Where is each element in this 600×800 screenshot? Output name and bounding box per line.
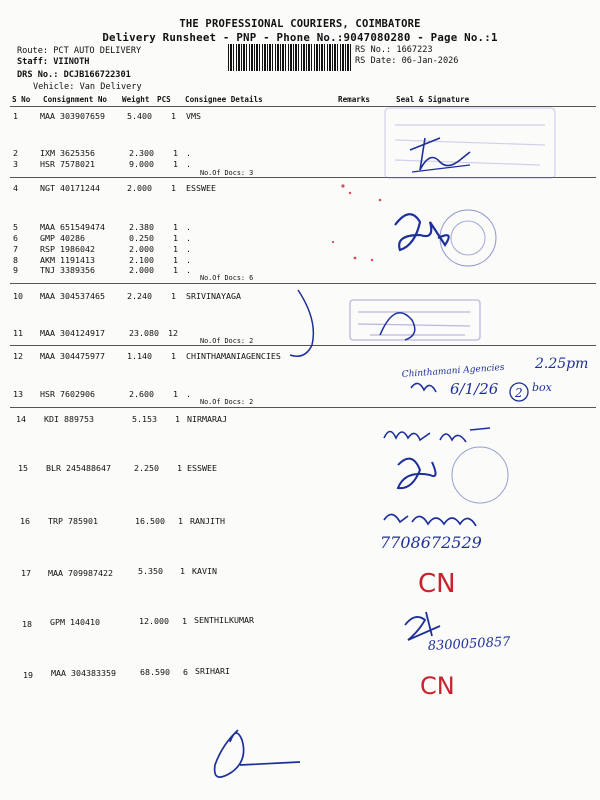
col-weight: Weight xyxy=(122,95,150,104)
row-consignment: BLR 245488647 xyxy=(46,463,111,473)
tamil-name-1 xyxy=(411,383,436,392)
signature-5 xyxy=(405,612,440,640)
staff-label: Staff: VIINOTH xyxy=(17,57,90,67)
row-weight: 1.140 xyxy=(127,351,152,361)
row-consignee: ESSWEE xyxy=(186,183,216,193)
row-pcs: 1 xyxy=(171,183,176,193)
row-pcs: 1 xyxy=(173,233,178,243)
row-consignee: . xyxy=(186,148,191,158)
row-consignee: . xyxy=(186,244,191,254)
row-consignment: MAA 303907659 xyxy=(40,111,105,121)
row-consignment: MAA 304383359 xyxy=(51,668,116,678)
phone-18: 8300050857 xyxy=(427,634,511,654)
row-consignment: TRP 785901 xyxy=(48,516,98,526)
row-sno: 4 xyxy=(13,183,18,193)
cn-mark-17: CN xyxy=(418,569,456,599)
cn-mark-19: CN xyxy=(420,672,455,700)
row-sno: 17 xyxy=(21,568,31,578)
row-consignment: NGT 40171244 xyxy=(40,183,100,193)
row-consignee: . xyxy=(186,222,191,232)
col-seal-signature: Seal & Signature xyxy=(396,95,470,104)
row-sno: 15 xyxy=(18,463,28,473)
row-weight: 0.250 xyxy=(129,233,154,243)
drs-number: DRS No.: DCJB166722301 xyxy=(17,70,131,80)
row-weight: 9.000 xyxy=(129,159,154,169)
row-consignee: KAVIN xyxy=(192,566,217,576)
col-consignment: Consignment No xyxy=(43,95,108,104)
row-consignee: . xyxy=(186,265,191,275)
row-weight: 2.250 xyxy=(134,463,159,473)
row-consignee: . xyxy=(186,255,191,265)
row-consignee: SRIHARI xyxy=(195,666,230,676)
row-consignment: GPM 140410 xyxy=(50,617,100,627)
row-weight: 2.380 xyxy=(129,222,154,232)
row-pcs: 12 xyxy=(168,328,178,338)
row-sno: 9 xyxy=(13,265,18,275)
row-pcs: 1 xyxy=(173,255,178,265)
docs-count: No.Of Docs: 2 xyxy=(200,398,254,406)
box-note: box xyxy=(532,381,552,394)
row-consignment: MAA 709987422 xyxy=(48,568,113,578)
row-sno: 14 xyxy=(16,414,26,424)
row-sno: 12 xyxy=(13,351,23,361)
rs-number: RS No.: 1667223 xyxy=(355,45,433,55)
box-count: 2 xyxy=(515,386,523,400)
row-consignee: VMS xyxy=(186,111,201,121)
row-consignee: . xyxy=(186,159,191,169)
rubber-stamp-1 xyxy=(385,108,555,178)
rs-date: RS Date: 06-Jan-2026 xyxy=(355,56,459,66)
row-consignee: CHINTHAMANIAGENCIES xyxy=(186,351,281,361)
row-pcs: 1 xyxy=(177,463,182,473)
row-consignee: RANJITH xyxy=(190,516,225,526)
row-sno: 7 xyxy=(13,244,18,254)
row-pcs: 1 xyxy=(173,159,178,169)
docs-count: No.Of Docs: 2 xyxy=(200,337,254,345)
row-weight: 2.300 xyxy=(129,148,154,158)
row-consignment: MAA 304124917 xyxy=(40,328,105,338)
row-consignment: RSP 1986042 xyxy=(40,244,95,254)
row-pcs: 1 xyxy=(180,566,185,576)
row-consignee: NIRMARAJ xyxy=(187,414,227,424)
docs-count: No.Of Docs: 6 xyxy=(200,274,254,282)
red-ink-specks xyxy=(332,184,381,261)
phone-16: 7708672529 xyxy=(380,533,482,552)
row-consignment: MAA 304537465 xyxy=(40,291,105,301)
row-weight: 23.080 xyxy=(129,328,159,338)
row-pcs: 1 xyxy=(173,244,178,254)
runsheet-title: Delivery Runsheet - PNP - Phone No.:9047080280 - Page No.:1 xyxy=(102,31,498,44)
row-weight: 2.100 xyxy=(129,255,154,265)
row-pcs: 1 xyxy=(171,111,176,121)
col-sno: S No xyxy=(12,95,31,104)
vehicle-label: Vehicle: Van Delivery xyxy=(33,82,142,92)
row-sno: 6 xyxy=(13,233,18,243)
round-seal-2 xyxy=(452,447,508,503)
tamil-name-3 xyxy=(384,514,476,526)
row-weight: 5.153 xyxy=(132,414,157,424)
row-weight: 2.000 xyxy=(129,244,154,254)
row-consignee: ESSWEE xyxy=(187,463,217,473)
row-pcs: 1 xyxy=(173,222,178,232)
row-weight: 16.500 xyxy=(135,516,165,526)
row-pcs: 1 xyxy=(171,351,176,361)
row-pcs: 1 xyxy=(171,291,176,301)
rubber-stamp-2 xyxy=(350,300,480,340)
date-note: 6/1/26 xyxy=(450,380,499,398)
chinthamani-note: Chinthamani Agencies xyxy=(401,362,505,380)
row-pcs: 1 xyxy=(173,148,178,158)
row-weight: 2.600 xyxy=(129,389,154,399)
route-label: Route: PCT AUTO DELIVERY xyxy=(17,46,142,56)
row-sno: 19 xyxy=(23,670,33,680)
row-consignment: IXM 3625356 xyxy=(40,148,95,158)
row-sno: 13 xyxy=(13,389,23,399)
row-weight: 12.000 xyxy=(139,616,169,626)
footer-signature xyxy=(215,730,300,777)
row-weight: 5.350 xyxy=(138,566,163,576)
row-consignment: AKM 1191413 xyxy=(40,255,95,265)
row-consignee: . xyxy=(186,389,191,399)
row-sno: 10 xyxy=(13,291,23,301)
row-sno: 2 xyxy=(13,148,18,158)
row-consignment: GMP 40286 xyxy=(40,233,85,243)
row-consignee: . xyxy=(186,233,191,243)
time-note: 2.25pm xyxy=(535,356,589,372)
row-pcs: 1 xyxy=(173,389,178,399)
signature-4 xyxy=(398,459,436,489)
row-consignment: KDI 889753 xyxy=(44,414,94,424)
row-sno: 11 xyxy=(13,328,23,338)
row-consignment: HSR 7602906 xyxy=(40,389,95,399)
row-consignment: MAA 651549474 xyxy=(40,222,105,232)
row-sno: 5 xyxy=(13,222,18,232)
row-sno: 18 xyxy=(22,619,32,629)
row-pcs: 1 xyxy=(173,265,178,275)
col-pcs: PCS xyxy=(157,95,171,104)
row-sno: 1 xyxy=(13,111,18,121)
row-sno: 8 xyxy=(13,255,18,265)
row-sno: 16 xyxy=(20,516,30,526)
row-sno: 3 xyxy=(13,159,18,169)
row-pcs: 1 xyxy=(175,414,180,424)
row-consignment: MAA 304475977 xyxy=(40,351,105,361)
row-consignment: HSR 7578021 xyxy=(40,159,95,169)
row-weight: 2.240 xyxy=(127,291,152,301)
row-weight: 5.400 xyxy=(127,111,152,121)
row-pcs: 1 xyxy=(178,516,183,526)
row-weight: 68.590 xyxy=(140,667,170,677)
row-consignee: SRIVINAYAGA xyxy=(186,291,241,301)
tamil-name-2 xyxy=(384,428,490,442)
row-consignment: TNJ 3389356 xyxy=(40,265,95,275)
company-title: THE PROFESSIONAL COURIERS, COIMBATORE xyxy=(179,18,421,30)
row-weight: 2.000 xyxy=(127,183,152,193)
col-consignee: Consignee Details xyxy=(185,95,263,104)
docs-count: No.Of Docs: 3 xyxy=(200,169,254,177)
row-pcs: 1 xyxy=(182,616,187,626)
row-pcs: 6 xyxy=(183,667,188,677)
row-weight: 2.000 xyxy=(129,265,154,275)
col-remarks: Remarks xyxy=(338,95,371,104)
row-consignee: SENTHILKUMAR xyxy=(194,615,254,625)
